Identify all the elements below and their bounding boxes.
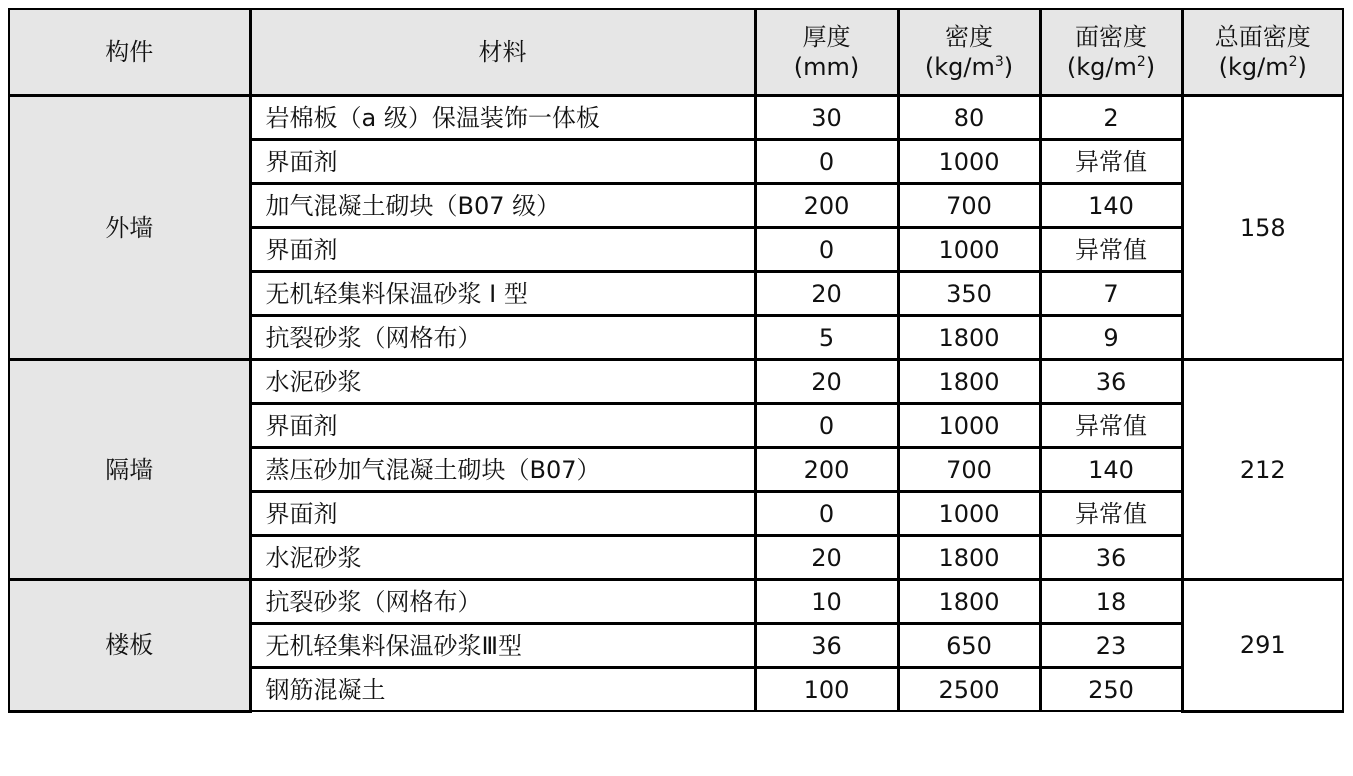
table-row [9,360,1343,404]
header-density-unit: $(kg/m^3)$ [924,53,1014,81]
density-cell: 1000 [898,140,1040,184]
area-density-cell: 18 [1040,580,1182,624]
component-cell: 隔墙 [9,360,250,580]
material-cell: 界面剂 [250,140,755,184]
density-cell: 350 [898,272,1040,316]
material-cell: 界面剂 [250,404,755,448]
thickness-cell: 100 [755,668,898,712]
thickness-cell: 0 [755,492,898,536]
thickness-cell: 200 [755,448,898,492]
component-cell: 外墙 [9,96,250,360]
header-total-area-density-unit: $(kg/m^2)$ [1218,53,1307,81]
total-area-density-cell: 291 [1182,580,1343,712]
area-density-cell: 23 [1040,624,1182,668]
table-body [9,96,1343,712]
header-row [9,9,1343,96]
thickness-cell: 20 [755,272,898,316]
density-cell: 1800 [898,580,1040,624]
material-cell: 钢筋混凝土 [250,668,755,712]
density-cell: 2500 [898,668,1040,712]
area-density-cell: 36 [1040,536,1182,580]
header-area-density-name: 面密度 [1075,23,1147,51]
area-density-cell: 异常值 [1040,404,1182,448]
header-density-name: 密度 [945,23,993,51]
area-density-cell: 36 [1040,360,1182,404]
area-density-cell: 异常值 [1040,492,1182,536]
material-cell: 抗裂砂浆（网格布） [250,316,755,360]
header-thickness-unit: (mm) [793,53,860,81]
header-density [898,9,1040,96]
thickness-cell: 20 [755,536,898,580]
material-cell: 岩棉板（a 级）保温装饰一体板 [250,96,755,140]
thickness-cell: 36 [755,624,898,668]
density-cell: 1000 [898,228,1040,272]
material-cell: 水泥砂浆 [250,360,755,404]
thickness-cell: 10 [755,580,898,624]
header-total-area-density [1182,9,1343,96]
thickness-cell: 200 [755,184,898,228]
header-thickness-name: 厚度 [802,23,851,51]
density-cell: 1000 [898,492,1040,536]
material-cell: 蒸压砂加气混凝土砌块（B07） [250,448,755,492]
thickness-cell: 0 [755,404,898,448]
header-thickness [755,9,898,96]
density-cell: 1000 [898,404,1040,448]
density-cell: 650 [898,624,1040,668]
total-area-density-cell: 212 [1182,360,1343,580]
material-cell: 界面剂 [250,492,755,536]
header-component: 构件 [9,9,250,96]
material-cell: 界面剂 [250,228,755,272]
density-cell: 1800 [898,360,1040,404]
header-area-density [1040,9,1182,96]
header-total-area-density-name: 总面密度 [1214,23,1311,51]
material-cell: 加气混凝土砌块（B07 级） [250,184,755,228]
material-cell: 无机轻集料保温砂浆Ⅲ型 [250,624,755,668]
thickness-cell: 0 [755,228,898,272]
materials-density-table [8,8,1344,713]
area-density-cell: 140 [1040,448,1182,492]
density-cell: 1800 [898,536,1040,580]
area-density-cell: 9 [1040,316,1182,360]
thickness-cell: 30 [755,96,898,140]
header-material: 材料 [250,9,755,96]
thickness-cell: 5 [755,316,898,360]
area-density-cell: 7 [1040,272,1182,316]
table-row [9,96,1343,140]
area-density-cell: 异常值 [1040,228,1182,272]
area-density-cell: 140 [1040,184,1182,228]
density-cell: 700 [898,448,1040,492]
area-density-cell: 250 [1040,668,1182,712]
density-cell: 1800 [898,316,1040,360]
thickness-cell: 20 [755,360,898,404]
density-cell: 700 [898,184,1040,228]
total-area-density-cell: 158 [1182,96,1343,360]
table-row [9,580,1343,624]
area-density-cell: 2 [1040,96,1182,140]
material-cell: 无机轻集料保温砂浆 I 型 [250,272,755,316]
area-density-cell: 异常值 [1040,140,1182,184]
material-cell: 水泥砂浆 [250,536,755,580]
material-cell: 抗裂砂浆（网格布） [250,580,755,624]
header-area-density-unit: $(kg/m^2)$ [1066,53,1156,81]
component-cell: 楼板 [9,580,250,712]
thickness-cell: 0 [755,140,898,184]
density-cell: 80 [898,96,1040,140]
